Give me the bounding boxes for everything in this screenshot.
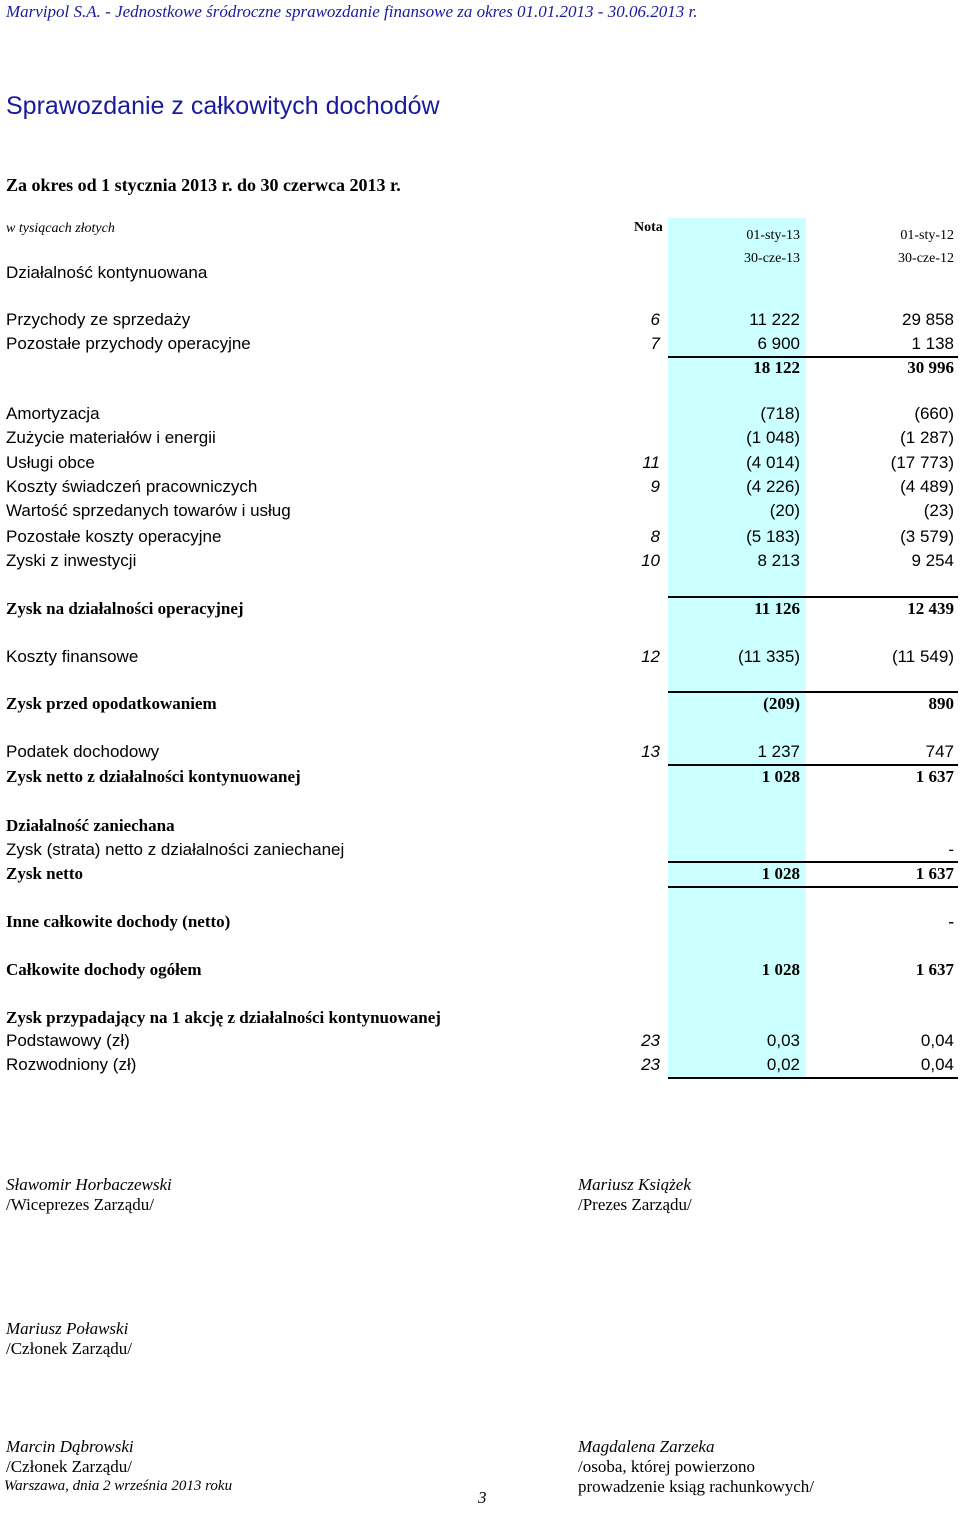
total-rule xyxy=(668,886,958,888)
row-label: Zyski z inwestycji xyxy=(6,551,137,570)
table-row xyxy=(0,1055,960,1079)
table-row xyxy=(0,742,960,766)
row-label: Zysk netto xyxy=(6,864,83,883)
row-value-2012: 1 637 xyxy=(915,864,954,883)
row-label: Pozostałe przychody operacyjne xyxy=(6,334,251,353)
row-label: Wartość sprzedanych towarów i usług xyxy=(6,501,291,520)
row-value-2013: 8 213 xyxy=(757,551,800,570)
period-title: Za okres od 1 stycznia 2013 r. do 30 czerwca 2013 r. xyxy=(6,175,401,195)
row-value-2013: 1 028 xyxy=(761,960,800,979)
signature-block xyxy=(6,1175,172,1215)
row-value-2012: 0,04 xyxy=(920,1055,954,1074)
row-value-2013: (209) xyxy=(763,694,800,713)
row-value-2013: (1 048) xyxy=(746,428,800,447)
row-nota: 23 xyxy=(641,1055,660,1074)
table-row xyxy=(0,527,960,551)
row-value-2013: 11 222 xyxy=(749,310,800,329)
table-row xyxy=(0,1031,960,1055)
unit-label: w tysiącach złotych xyxy=(6,221,115,236)
row-value-2012: (1 287) xyxy=(900,428,954,447)
table-row xyxy=(0,1008,960,1032)
table-row xyxy=(0,358,960,382)
signature-block xyxy=(6,1437,134,1477)
signer-name: Magdalena Zarzeka xyxy=(578,1437,715,1456)
row-nota: 9 xyxy=(650,477,660,496)
nota-header: Nota xyxy=(634,220,663,235)
row-value-2013: 18 122 xyxy=(753,358,800,377)
row-nota: 6 xyxy=(650,310,660,329)
row-value-2012: (3 579) xyxy=(900,527,954,546)
row-label: Podatek dochodowy xyxy=(6,742,160,761)
row-value-2013: (11 335) xyxy=(737,647,800,666)
table-row xyxy=(0,428,960,452)
row-value-2013: (4 226) xyxy=(746,477,800,496)
table-row xyxy=(0,334,960,358)
table-row xyxy=(0,816,960,840)
row-value-2012: 747 xyxy=(925,742,954,761)
col2-to: 30-cze-12 xyxy=(898,251,954,266)
subtotal-rule xyxy=(668,861,958,863)
signer-role: /Członek Zarządu/ xyxy=(6,1339,133,1358)
table-row xyxy=(0,960,960,984)
col2-from: 01-sty-12 xyxy=(900,228,954,243)
table-row xyxy=(0,453,960,477)
row-label: Zysk netto z działalności kontynuowanej xyxy=(6,767,301,786)
row-value-2012: (17 773) xyxy=(890,453,954,472)
signer-role: /osoba, której powierzono xyxy=(578,1457,756,1476)
row-label: Inne całkowite dochody (netto) xyxy=(6,912,231,931)
place-date: Warszawa, dnia 2 września 2013 roku xyxy=(4,1478,233,1494)
row-value-2013: 0,03 xyxy=(766,1031,800,1050)
row-value-2012: 1 637 xyxy=(915,767,954,786)
row-value-2013: (718) xyxy=(760,404,800,423)
subtotal-rule xyxy=(668,764,958,766)
signer-role-cont: prowadzenie ksiąg rachunkowych/ xyxy=(578,1477,815,1496)
row-nota: 23 xyxy=(641,1031,660,1050)
row-nota: 8 xyxy=(650,527,660,546)
table-row xyxy=(0,501,960,525)
signer-role: /Wiceprezes Zarządu/ xyxy=(6,1195,154,1214)
row-value-2013: 1 237 xyxy=(757,742,800,761)
page-number: 3 xyxy=(478,1488,487,1507)
col1-to: 30-cze-13 xyxy=(744,251,800,266)
row-value-2012: 12 439 xyxy=(907,599,954,618)
col1-from: 01-sty-13 xyxy=(746,228,800,243)
table-row xyxy=(0,647,960,671)
row-value-2012: 0,04 xyxy=(920,1031,954,1050)
page-title: Sprawozdanie z całkowitych dochodów xyxy=(6,92,440,120)
row-value-2013: 0,02 xyxy=(766,1055,800,1074)
row-value-2012: 29 858 xyxy=(902,310,954,329)
row-nota: 10 xyxy=(641,551,660,570)
row-value-2012: 30 996 xyxy=(907,358,954,377)
table-row xyxy=(0,404,960,428)
row-label: Zysk (strata) netto z działalności zaniechanej xyxy=(6,840,345,859)
row-label: Działalność zaniechana xyxy=(6,816,175,835)
table-row xyxy=(0,912,960,936)
row-label: Całkowite dochody ogółem xyxy=(6,960,202,979)
document-header: Marvipol S.A. - Jednostkowe śródroczne sprawozdanie finansowe za okres 01.01.2013 - 30.06.2013 r. xyxy=(6,2,698,21)
table-row xyxy=(0,310,960,334)
row-value-2012: (660) xyxy=(914,404,954,423)
row-value-2012: - xyxy=(948,840,954,859)
row-nota: 7 xyxy=(650,334,660,353)
subtotal-rule xyxy=(668,691,958,693)
table-row xyxy=(0,864,960,888)
row-label: Pozostałe koszty operacyjne xyxy=(6,527,222,546)
table-row xyxy=(0,551,960,575)
row-value-2013: (5 183) xyxy=(746,527,800,546)
signer-role: /Członek Zarządu/ xyxy=(6,1457,133,1476)
row-value-2012: (11 549) xyxy=(891,647,954,666)
table-row xyxy=(0,694,960,718)
row-label: Zysk przed opodatkowaniem xyxy=(6,694,217,713)
row-label: Koszty finansowe xyxy=(6,647,139,666)
row-value-2012: 9 254 xyxy=(911,551,954,570)
row-label: Podstawowy (zł) xyxy=(6,1031,130,1050)
signer-name: Mariusz Poławski xyxy=(6,1319,129,1338)
total-rule xyxy=(668,1077,958,1079)
subtotal-rule xyxy=(668,596,958,598)
section-continuing: Działalność kontynuowana xyxy=(6,263,208,282)
row-value-2013: (20) xyxy=(769,501,800,520)
row-nota: 12 xyxy=(641,647,660,666)
table-row xyxy=(0,599,960,623)
signer-name: Mariusz Książek xyxy=(578,1175,691,1194)
row-value-2012: 890 xyxy=(928,694,954,713)
row-label: Zysk na działalności operacyjnej xyxy=(6,599,244,618)
signature-block xyxy=(578,1437,814,1497)
row-value-2012: (23) xyxy=(923,501,954,520)
row-value-2012: - xyxy=(948,912,954,931)
row-label: Przychody ze sprzedaży xyxy=(6,310,191,329)
row-label: Rozwodniony (zł) xyxy=(6,1055,137,1074)
row-value-2013: 1 028 xyxy=(761,864,800,883)
row-label: Amortyzacja xyxy=(6,404,100,423)
row-value-2012: (4 489) xyxy=(900,477,954,496)
row-value-2012: 1 138 xyxy=(911,334,954,353)
row-label: Zużycie materiałów i energii xyxy=(6,428,216,447)
table-row xyxy=(0,477,960,501)
row-value-2013: 1 028 xyxy=(761,767,800,786)
row-label: Zysk przypadający na 1 akcję z działalności kontynuowanej xyxy=(6,1008,441,1027)
row-nota: 13 xyxy=(641,742,660,761)
row-value-2013: 11 126 xyxy=(754,599,800,618)
table-row xyxy=(0,767,960,791)
row-value-2013: 6 900 xyxy=(757,334,800,353)
signature-block xyxy=(6,1319,132,1359)
signer-name: Marcin Dąbrowski xyxy=(6,1437,134,1456)
row-value-2013: (4 014) xyxy=(746,453,800,472)
row-value-2012: 1 637 xyxy=(915,960,954,979)
row-label: Koszty świadczeń pracowniczych xyxy=(6,477,258,496)
signer-role: /Prezes Zarządu/ xyxy=(578,1195,692,1214)
row-nota: 11 xyxy=(642,453,660,472)
row-label: Usługi obce xyxy=(6,453,95,472)
signer-name: Sławomir Horbaczewski xyxy=(6,1175,172,1194)
signature-block xyxy=(578,1175,692,1215)
